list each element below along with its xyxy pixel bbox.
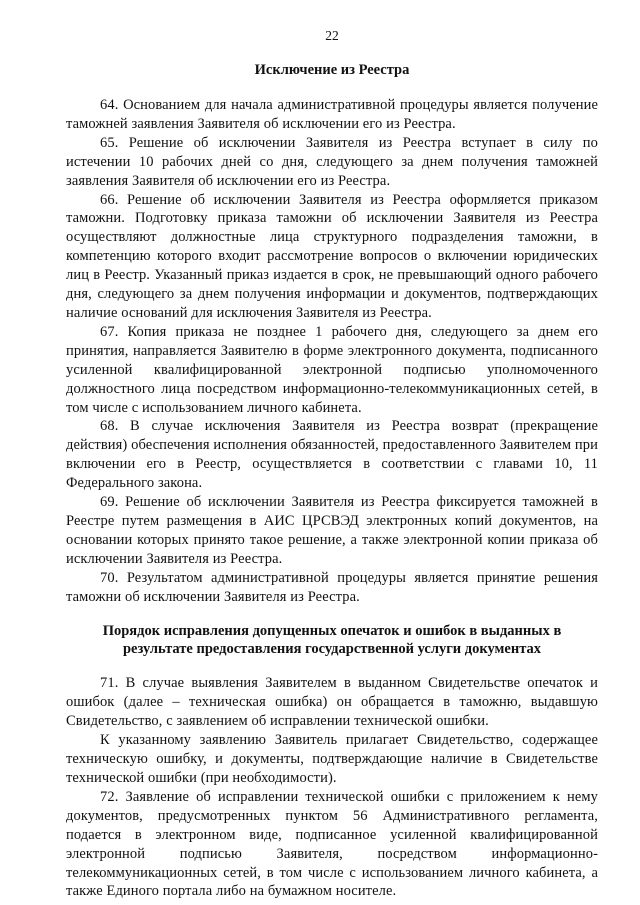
paragraph-66: 66. Решение об исключении Заявителя из Реестра оформляется приказом таможни. Подготовку приказа таможни об исключении Заявителя из Реестра осуществляют должностные лица структурного подразделения таможни, в компетенцию которого входит рассмотрение вопросов о включении юридических лиц в Реестр. Указанный приказ издается в срок, не превышающий одного рабочего дня, следующего за днем получения информации и документов, подтверждающих наличие оснований для исключения Заявителя из Реестра. xyxy=(66,191,598,321)
paragraph-68: 68. В случае исключения Заявителя из Реестра возврат (прекращение действия) обеспечения исполнения обязанностей, предоставленного Заявителем при включении его в Реестр, осуществляется в соответствии с главами 10, 11 Федерального закона. xyxy=(66,418,598,492)
paragraph-69: 69. Решение об исключении Заявителя из Реестра фиксируется таможней в Реестре путем размещения в АИС ЦРСВЭД электронных копий документов, на основании которых принято такое решение, а также электронной копии приказа об исключении Заявителя из Реестра. xyxy=(66,494,598,567)
paragraph-65: 65. Решение об исключении Заявителя из Реестра вступает в силу по истечении 10 рабочих дней со дня, следующего за днем получения таможней заявления Заявителя об исключении его из Реестра. xyxy=(66,134,598,189)
page-number: 22 xyxy=(325,28,339,43)
paragraph-72: 72. Заявление об исправлении технической ошибки с приложением к нему документов, предусмотренных пунктом 56 Административного регламента, подается в электронном виде, подписанное усиленной квалифицированной электронной подписью Заявителя, посредством информационно-телекоммуникационных сетей, в том числе с использованием личного кабинета, а также Единого портала либо на бумажном носителе. xyxy=(66,788,598,900)
section-heading-exclusion: Исключение из Реестра xyxy=(254,62,410,78)
paragraph-64: 64. Основанием для начала административной процедуры является получение таможней заявления Заявителя об исключении его из Реестра. xyxy=(66,97,598,132)
paragraph-71-attachments: К указанному заявлению Заявитель прилагает Свидетельство, содержащее техническую ошибку, и документы, подтверждающие наличие в Свидетельстве технической ошибки (при необходимости). xyxy=(66,732,598,786)
section-corrections-body xyxy=(66,674,598,901)
paragraph-70: 70. Результатом административной процедуры является принятие решения таможни об исключении Заявителя из Реестра. xyxy=(66,569,598,605)
section-exclusion-body xyxy=(66,96,598,606)
section-heading-corrections: Порядок исправления допущенных опечаток и ошибок в выданных в результате предоставления государственной услуги документах xyxy=(102,623,562,658)
paragraph-67: 67. Копия приказа не позднее 1 рабочего дня, следующего за днем его принятия, направляется Заявителю в форме электронного документа, подписанного усиленной квалифицированной электронной подписью уполномоченного должностного лица посредством информационно-телекоммуникационных сетей, в том числе с использованием личного кабинета. xyxy=(66,323,598,416)
paragraph-71: 71. В случае выявления Заявителем в выданном Свидетельстве опечаток и ошибок (далее – техническая ошибка) он обращается в таможню, выдавшую Свидетельство, с заявлением об исправлении технической ошибки. xyxy=(66,675,598,730)
